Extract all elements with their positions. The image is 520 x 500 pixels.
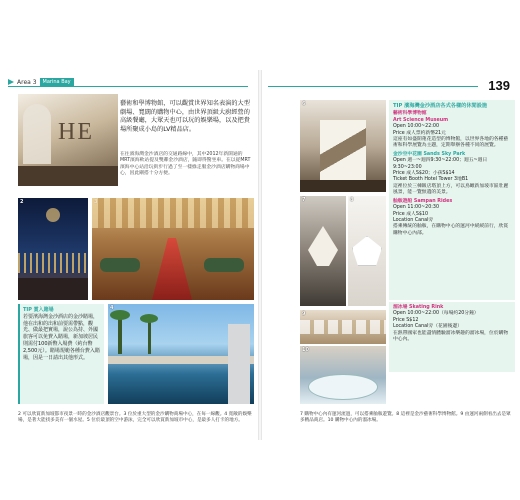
skypark-name: 金沙空中花園 Sands Sky Park xyxy=(393,151,466,157)
photo-casino-hall xyxy=(92,198,254,300)
left-captions: 2 可以欣賞新加坡都市夜景一時的金沙酒店觀景台。3 位於重大型的金沙購物商場中心，在每一線觀。4 寬敞的娛樂場，是著大能找多美有一個水屋。5 位於最頂的空中游泳，完全可以欣賞新加坡市中心，是最多人打卡的地方。 xyxy=(18,412,252,423)
rink-location: Location Canal旁（花園後邊） xyxy=(393,324,462,330)
rink-hours: Open 10:00~22:00（每場約20分鐘） xyxy=(393,311,479,317)
area-label: Area 3 xyxy=(17,78,37,86)
skypark-price: Price 成人S$20；小孩S$14 xyxy=(393,171,455,177)
skypark-desc: 這裡位於三棟飯店塔頂上方，可以鳥瞰新加坡市區壯麗風景，能一覽無遺的美景。 xyxy=(393,183,509,196)
page-gutter xyxy=(258,70,262,440)
skypark-ticket: Ticket Booth Hotel Tower 3地B1 xyxy=(393,177,469,183)
museum-section xyxy=(393,111,511,149)
arrow-icon xyxy=(8,79,14,85)
museum-hours: Open 10:00~22:00 xyxy=(393,124,440,130)
left-body-text: 在往濱海灣金沙酒店的交通路線中，其中2012年新開通的MRT濱海軟站提及雙鄰金沙酒店，隨即得驚坐車。在以從MRT濱海中心站沿玩街步行過了至一樣綠走服金沙酒店購物商場中心，因此剛搭十分方便。 xyxy=(120,152,251,176)
photo-number: 6 xyxy=(302,101,306,107)
sampan-section xyxy=(393,199,511,237)
sampan-price: Price 成人S$10 xyxy=(393,211,429,217)
photo-number: 8 xyxy=(350,197,354,203)
sampan-location: Location Canal旁 xyxy=(393,217,434,223)
photo-number: 9 xyxy=(302,311,306,317)
tip-label: TIP 賞入賭場 xyxy=(23,307,54,313)
photo-number: 4 xyxy=(110,305,114,311)
left-lead-text: 藝術和學博物館，可以觀賞世界知名表演的大型劇場、寬闊的購物中心，由世界頂級大廚經營的高級餐廳，大眾天也可以玩的娛樂場，以及把貴場所聚成小島的LV精品店。 xyxy=(120,100,250,133)
sampan-name: 舢舨遊船 Sampan Rides xyxy=(393,198,453,204)
photo-shop-fronts xyxy=(300,310,386,344)
facilities-info-panel xyxy=(389,100,515,300)
tip-text: 若要濱海灣金沙酒店的金沙賭場，他在出和的出和前要需帶點，觀光、做最把實場，說公為持、外國旅客可以免費入賭場，新加坡居民則需付100新幣入場費（約台幣2,500元）。賭場規範各種台費入賭場，因是一日請出其他形式。 xyxy=(23,313,100,361)
rink-price: Price S$12 xyxy=(393,317,419,323)
rink-name: 溜冰場 Skating Rink xyxy=(393,305,444,310)
page-number: 139 xyxy=(488,78,510,93)
museum-en: Art Science Museum xyxy=(393,117,449,123)
photo-number: 2 xyxy=(20,199,24,205)
museum-price: Price 成人票約新幣21元 xyxy=(393,130,446,136)
header-rule-right xyxy=(268,86,478,87)
photo-mall-escalators xyxy=(300,100,386,192)
museum-desc: 這座有如盛開蓮花造型的博物館，以世界各地的各種藝術和科學展覽為主題，定期舉辦各種不同的展覽。 xyxy=(393,137,509,149)
photo-lotus-museum xyxy=(300,196,346,306)
right-captions: 7 購物中心內有運河流過，可以搭乘舢舨遊覽。8 這裡是金沙藝術科學博物館。9 由運河兩側看出去是眾多精品商店。10 購物中心內的溜冰場。 xyxy=(300,412,511,423)
photo-mall-atrium: HE xyxy=(18,94,118,186)
skypark-section xyxy=(393,152,511,197)
header-rule-left xyxy=(8,86,248,87)
info-tip-label: TIP 濱海灣金沙酒店各式各樣的休閒設施 xyxy=(393,103,488,109)
sampan-hours: Open 11:00~20:30 xyxy=(393,205,440,211)
left-tip-box xyxy=(18,304,104,404)
sampan-desc: 搭乘傳統的舢舨，在購物中心的運河中緩緩前行，欣賞購物中心內部。 xyxy=(393,224,509,236)
photo-number: 7 xyxy=(302,197,306,203)
museum-name: 藝術科學博物館 xyxy=(393,111,427,117)
photo-art-science-museum xyxy=(348,196,386,306)
area-name-tag: Marina Bay xyxy=(40,78,74,86)
photo-infinity-pool xyxy=(108,304,254,404)
skypark-hours: Open 週一~週四9:30~22:00；週五~週日9:30~23:00 xyxy=(393,158,488,170)
area-header xyxy=(8,78,74,86)
rink-desc: 在熱帶國家也能盡情體驗溜冰樂趣的溜冰場，位於購物中心內。 xyxy=(393,330,509,343)
photo-skating-rink xyxy=(300,346,386,404)
rink-info-panel xyxy=(389,302,515,372)
photo-number: 10 xyxy=(302,347,309,353)
photo-skyline-night xyxy=(18,198,88,300)
